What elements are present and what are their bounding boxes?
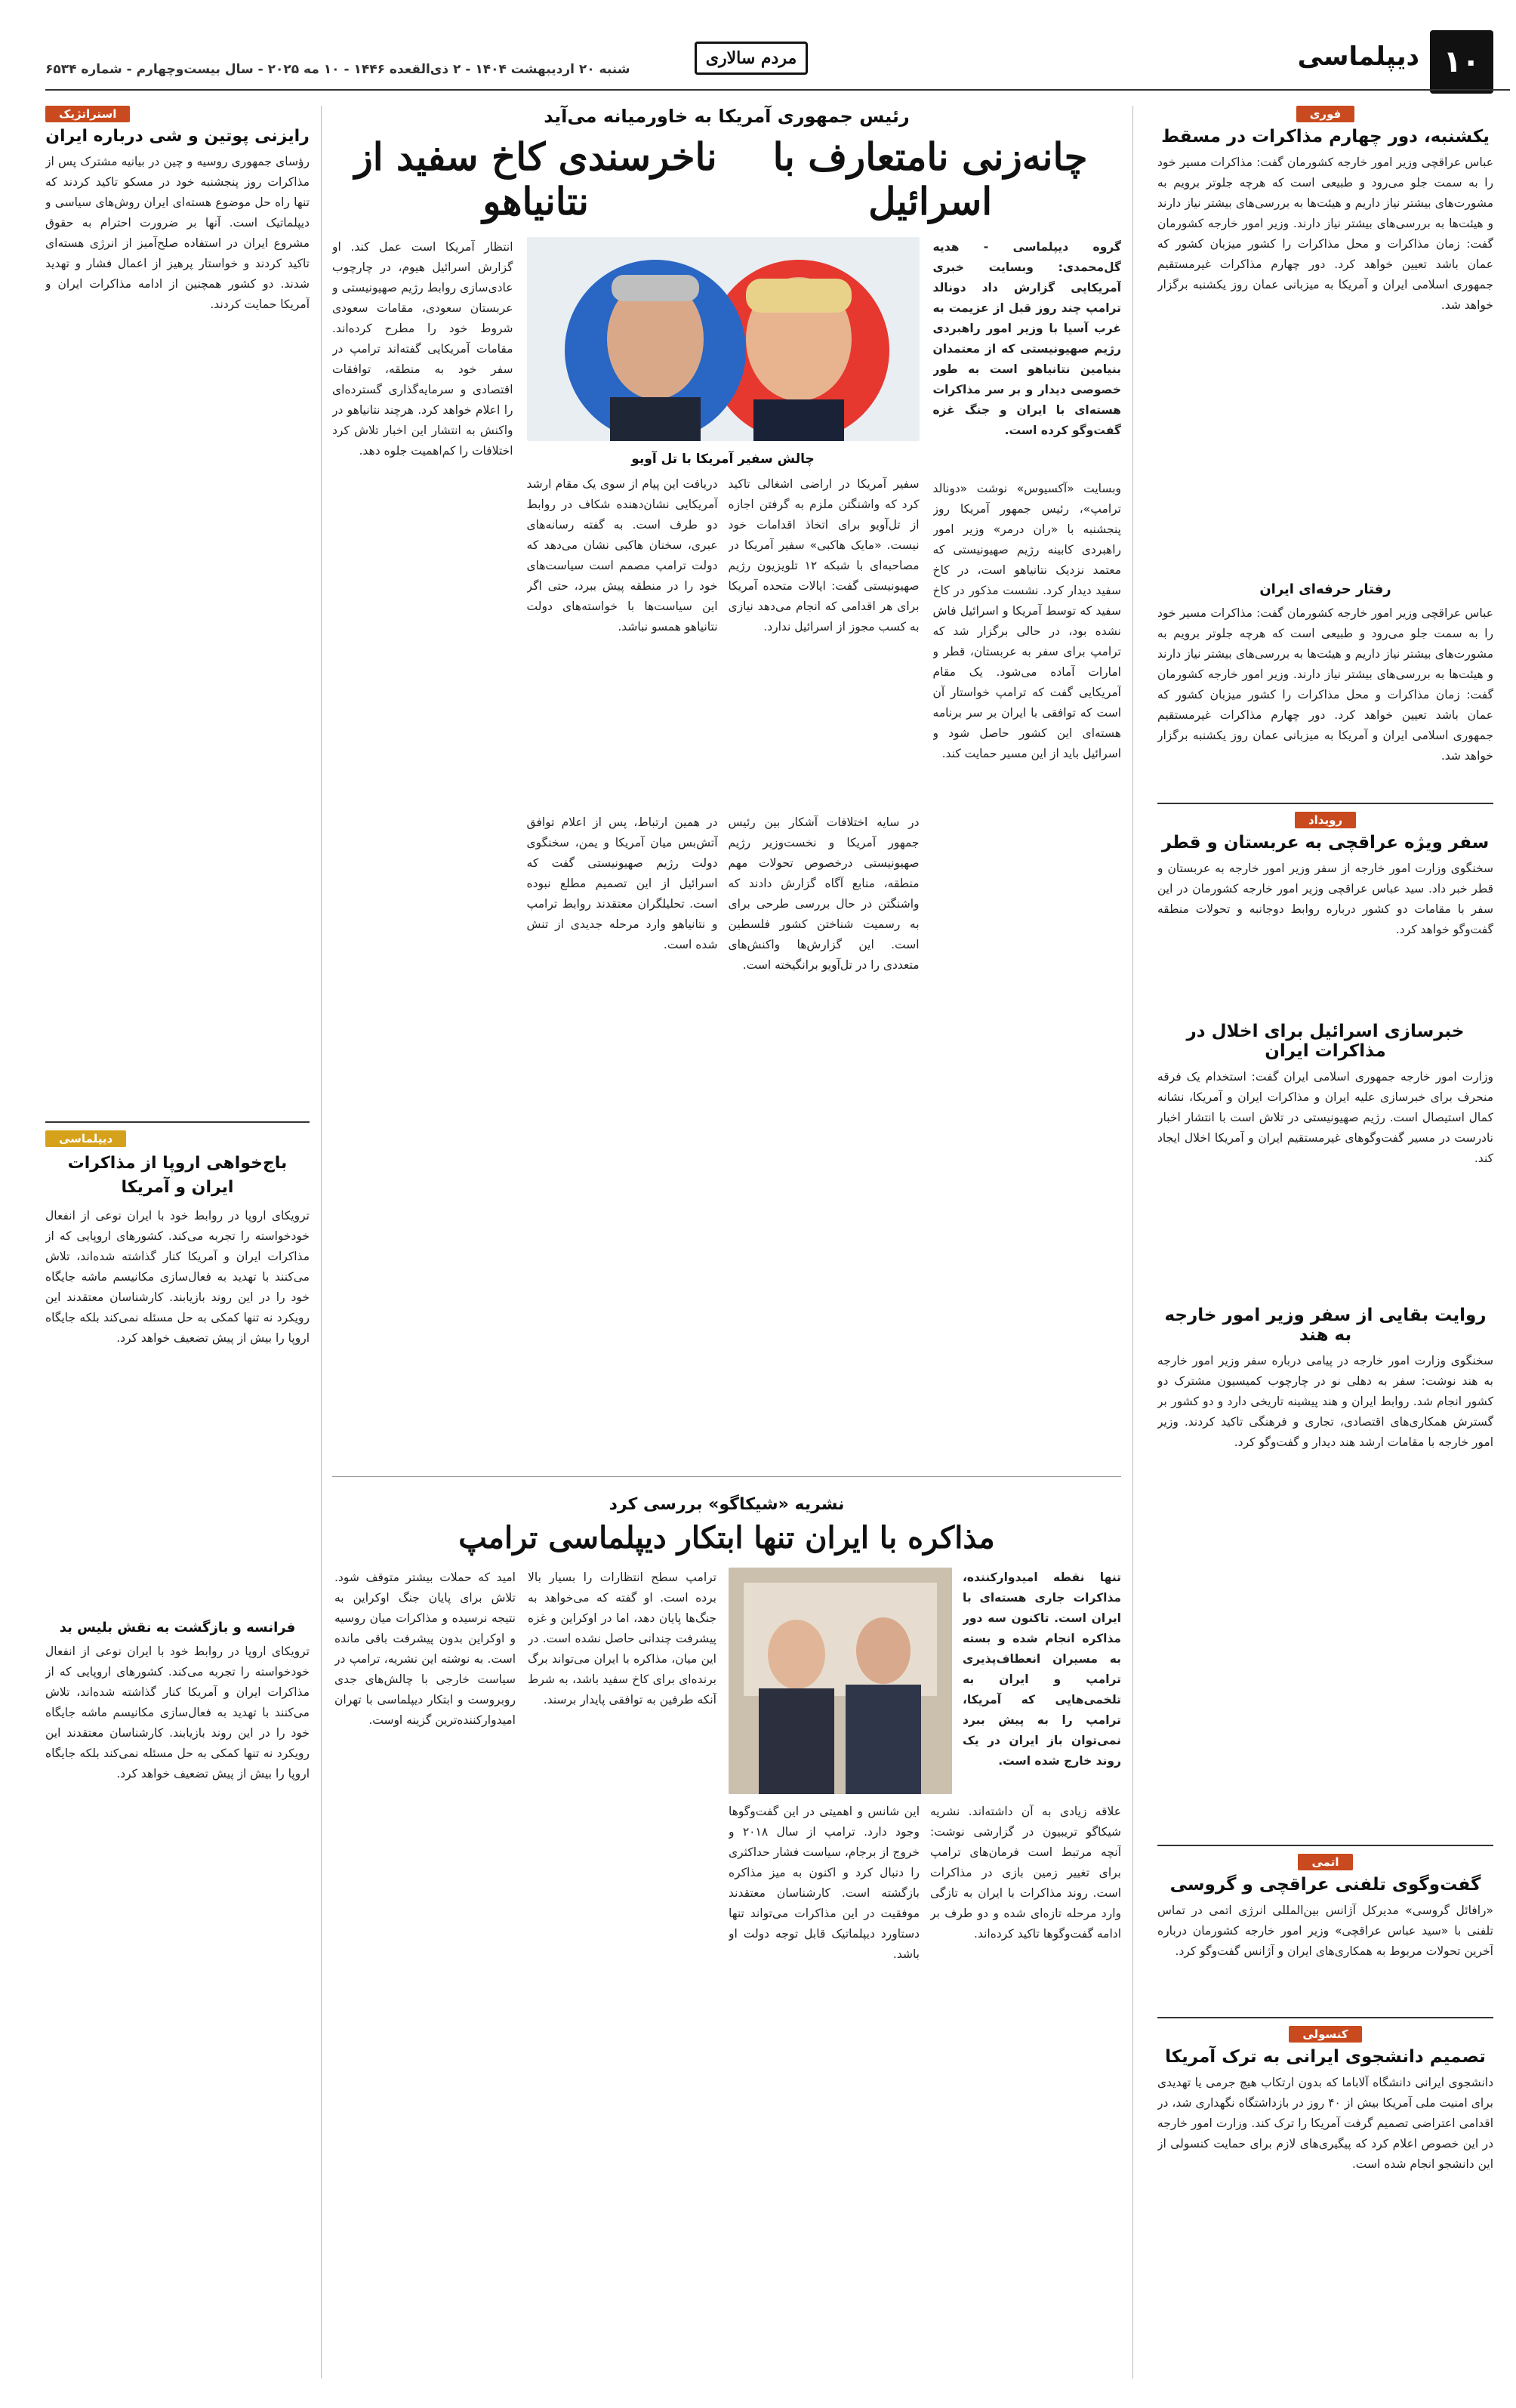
news-body: عباس عراقچی وزیر امور خارجه کشورمان گفت: مذاکرات مسیر خود را به سمت جلو می‌رود و طبیعی است که هرچه جلوتر برویم به مشورت‌های بیشتر نیاز داریم و هیئت‌ها به بررسی‌های بیشتر نیاز دارند و هیئت‌ها به بررسی‌های بیشتر نیاز دارند. وزیر امور خارجه کشورمان گفت: زمان مذاکرات و محل مذاکرات را کشور میزبان کشور که عمان باشد تعیین خواهد کرد. دور چهارم مذاکرات غیرمستقیم جمهوری اسلامی ایران و آمریکا به میزبانی عمان روز یکشنبه برگزار خواهد شد. [1157,156,1493,312]
middle-column-2: این شانس و اهمیتی در این گفت‌وگوها وجود دارد. ترامپ از سال ۲۰۱۸ و خروج از برجام، سیاست فشار حداکثری را دنبال کرد و اکنون به میز مذاکره بازگشته است. کارشناسان معتقدند موفقیت در این مذاکرات می‌تواند تنها دستاورد دیپلماتیک قابل توجه دولت او باشد. [729,1805,920,1961]
news-title: تصمیم دانشجوی ایرانی به ترک آمریکا [1165,2047,1486,2067]
news-title: رایزنی پوتین و شی درباره ایران [45,127,310,146]
lead-story [332,106,1121,1465]
sub-column-3: در سایه اختلافات آشکار بین رئیس جمهور آمریکا و نخست‌وزیر رژیم صهیونیستی درخصوص تحولات مهم منطقه، منابع آگاه گزارش دادند که واشنگتن در حال بررسی طرحی برای به رسمیت شناختن کشور فلسطین است. این گزارش‌ها واکنش‌های متعددی را در تل‌آویو برانگیخته است. [728,816,920,972]
news-title: یکشنبه، دور چهارم مذاکرات در مسقط [1161,127,1490,146]
lead-subhead: چالش سفیر آمریکا با تل آویو [631,452,815,467]
page-header [0,0,1516,91]
lead-column-4: انتظار آمریکا است عمل کند. او گزارش اسرائیل هیوم، در چارچوب عادی‌سازی روابط رژیم صهیونیستی و عربستان سعودی، مقامات سعودی شروط خود را مطرح کرده‌اند. مقامات آمریکایی گفته‌اند ترامپ در سفر خود به منطقه، توافقات اقتصادی و سرمایه‌گذاری گسترده‌ای را اعلام خواهد کرد. هرچند نتانیاهو در واکنش به انتشار این اخبار تلاش کرد اختلافات را کم‌اهمیت جلوه دهد. [332,240,513,458]
two-diplomats-illustration [729,1568,952,1794]
news-body-continued: عباس عراقچی وزیر امور خارجه کشورمان گفت: مذاکرات مسیر خود را به سمت جلو می‌رود و طبیعی است که هرچه جلوتر برویم به مشورت‌های بیشتر نیاز داریم و هیئت‌ها به بررسی‌های بیشتر نیاز دارند و هیئت‌ها به بررسی‌های بیشتر نیاز دارند. وزیر امور خارجه کشورمان گفت: زمان مذاکرات و محل مذاکرات را کشور میزبان کشور که عمان باشد تعیین خواهد کرد. دور چهارم مذاکرات غیرمستقیم جمهوری اسلامی ایران و آمریکا به میزبانی عمان روز یکشنبه برگزار خواهد شد. [1157,606,1493,763]
middle-kicker: نشریه «شیکاگو» بررسی کرد [609,1495,845,1514]
story-divider [332,1476,1121,1477]
middle-lead: تنها نقطه امیدوارکننده، مذاکرات جاری هسته‌ای با ایران است. تاکنون سه دور مذاکره انجام شده و بسته به مسیران انعطاف‌پذیری ترامپ و ایران به تلخمی‌هایی که آمریکا، ترامپ را به پیش ببرد نمی‌توان باز ایران در یک روند خارج شده است. [963,1571,1121,1768]
news-title: باج‌خواهی اروپا از مذاکرات ایران و آمریکا [67,1154,288,1197]
news-subtitle: رفتار حرفه‌ای ایران [1259,581,1391,597]
header-rule [45,89,1510,91]
category-tag: رویداد [1295,812,1356,828]
middle-headline: مذاکره با ایران تنها ابتکار دیپلماسی ترامپ [458,1520,995,1555]
right-column [1157,106,1493,2408]
page-number: ۱۰ [1430,30,1493,94]
lead-headline-right: چانه‌زنی نامتعارف با اسرائیل [772,134,1088,224]
middle-column-3: ترامپ سطح انتظارات را بسیار بالا برده است. او گفته که می‌خواهد به جنگ‌ها پایان دهد، اما در اوکراین و غزه پیشرفت چندانی حاصل نشده است. در این میان، مذاکره با ایران می‌تواند برگ برنده‌ای برای کاخ سفید باشد، به شرط آنکه طرفین به توافقی پایدار برسند. [528,1571,716,1707]
middle-column-1: علاقه زیادی به آن داشته‌اند. نشریه شیکاگو تریبیون در گزارشی نوشت: آنچه مرتبط است فرمان‌های ترامپ برای تغییر زمین بازی در مذاکرات است. روند مذاکرات با ایران به تازگی وارد مرحله تازه‌ای شده و دو طرف بر ادامه گفت‌وگوها تاکید کرده‌اند. [930,1805,1121,1941]
sub-column-4: در همین ارتباط، پس از اعلام توافق آتش‌بس میان آمریکا و یمن، سخنگوی دولت رژیم صهیونیستی گفت که اسرائیل از این تصمیم مطلع نبوده است. تحلیلگران معتقدند روابط ترامپ و نتانیاهو وارد مرحله جدیدی از تنش شده است. [526,816,718,951]
news-body: «رافائل گروسی» مدیرکل آژانس بین‌المللی انرژی اتمی در تماس تلفنی با «سید عباس عراقچی» وزیر امور خارجه کشورمان درباره آخرین تحولات مربوط به همکاری‌های ایران و آژانس گفت‌وگو کرد. [1157,1904,1493,1958]
middle-photo [729,1568,952,1794]
lead-kicker: رئیس جمهوری آمریکا به خاورمیانه می‌آید [544,106,910,127]
news-body-continued: ترویکای اروپا در روابط خود با ایران نوعی از انفعال خودخواسته را تجربه می‌کند. کشورهای اروپایی که از مذاکرات ایران و آمریکا کنار گذاشته شده‌اند، تلاش می‌کنند با تهدید به فعال‌سازی مکانیسم ماشه جایگاه خود را در این روند بازیابند. کارشناسان معتقدند این رویکرد نه تنها کمکی به حل مسئله نمی‌کند بلکه جایگاه اروپا را بیش از پیش تضعیف خواهد کرد. [45,1645,310,1781]
news-subtitle: فرانسه و بازگشت به نقش بلیس بد [59,1620,296,1636]
section-title: دیپلماسی [1297,42,1419,72]
news-title: سفر ویژه عراقچی به عربستان و قطر [1161,833,1490,853]
category-tag: دیپلماسی [45,1130,126,1147]
lead-intro: گروه دیپلماسی - هدیه گل‌محمدی: وبسایت خبری آمریکایی گزارش داد دونالد ترامپ چند روز قبل از عزیمت به غرب آسیا با وزیر امور راهبردی رژیم صهیونیستی که از معتمدان بنیامین نتانیاهو است به طور خصوصی دیدار و بر سر مذاکرات هسته‌ای با ایران و جنگ غزه گفت‌وگو کرده است. [932,240,1121,437]
category-tag: استراتژیک [45,106,130,122]
middle-column-4: امید که حملات بیشتر متوقف شود. تلاش برای پایان جنگ اوکراین به نتیجه نرسیده و مذاکرات میان روسیه و اوکراین بدون پیشرفت باقی مانده است. به نوشته این نشریه، ترامپ در سیاست خارجی با چالش‌های جدی روبروست و ابتکار دیپلماسی با تهران امیدوارکننده‌ترین گزینه اوست. [334,1571,516,1727]
category-tag: اتمی [1298,1854,1352,1870]
leaders-portrait-illustration [527,237,920,441]
middle-story [332,1495,1121,2386]
left-column [45,106,310,2291]
sub-column-2: دریافت این پیام از سوی یک مقام ارشد آمریکایی نشان‌دهنده شکاف در روابط دو طرف است. به گفته رسانه‌های عبری، سخنان هاکبی نشان می‌دهد که دولت ترامپ مصمم است سیاست‌های خود را در منطقه پیش ببرد، حتی اگر این سیاست‌ها با خواسته‌های دولت نتانیاهو همسو نباشد. [526,477,718,634]
column-divider [321,106,322,2379]
news-body: وزارت امور خارجه جمهوری اسلامی ایران گفت: استخدام یک فرقه منحرف برای خبرسازی علیه ایران و مذاکرات ایران و آمریکا، نشانه کمال استیصال است. رژیم صهیونیستی در تلاش است با انتشار اخبار نادرست در مسیر گفت‌وگوهای غیرمستقیم ایران و آمریکا اخلال ایجاد کند. [1157,1070,1493,1165]
news-title: گفت‌وگوی تلفنی عراقچی و گروسی [1169,1875,1481,1895]
category-tag: فوری [1296,106,1355,122]
news-body: رؤسای جمهوری روسیه و چین در بیانیه مشترک پس از مذاکرات روز پنجشنبه خود در مسکو تاکید کردند که تنها راه حل موضوع هسته‌ای ایران روش‌های سیاسی و دیپلماتیک است. آنها بر ضرورت احترام به حقوق مشروع ایران در استفاده صلح‌آمیز از انرژی هسته‌ای تاکید کردند و خواستار پرهیز از اعمال فشار و تهدید شدند. دو کشور همچنین از ادامه مذاکرات ایران و آمریکا حمایت کردند. [45,155,310,311]
news-body: ترویکای اروپا در روابط خود با ایران نوعی از انفعال خودخواسته را تجربه می‌کند. کشورهای اروپایی که از مذاکرات ایران و آمریکا کنار گذاشته شده‌اند، تلاش می‌کنند با تهدید به فعال‌سازی مکانیسم ماشه جایگاه خود را در این روند بازیابند. کارشناسان معتقدند این رویکرد نه تنها کمکی به حل مسئله نمی‌کند بلکه جایگاه اروپا را بیش از پیش تضعیف خواهد کرد. [45,1209,310,1345]
dateline: شنبه ۲۰ اردیبهشت ۱۴۰۴ - ۲ ذی‌القعده ۱۴۴۶ - ۱۰ مه ۲۰۲۵ - سال بیست‌وچهارم - شماره ۶۵۳۴ [45,62,630,77]
category-tag: کنسولی [1289,2026,1361,2043]
news-body: دانشجوی ایرانی دانشگاه آلاباما که بدون ارتکاب هیچ جرمی یا تهدیدی برای امنیت ملی آمریکا بیش از ۴۰ روز در بازداشتگاه نگهداری شد، در اقدامی اعتراضی تصمیم گرفت آمریکا را ترک کند. وزارت امور خارجه در این خصوص اعلام کرد که پیگیری‌های لازم برای حمایت کنسولی از این دانشجو انجام شده است. [1157,2076,1493,2171]
news-body: سخنگوی وزارت امور خارجه از سفر وزیر امور خارجه به عربستان و قطر خبر داد. سید عباس عراقچی وزیر امور خارجه کشورمان در این سفر با مقامات دو کشور درباره روابط دوجانبه و تحولات منطقه گفت‌وگو خواهد کرد. [1157,862,1493,936]
column-divider [1132,106,1133,2379]
news-title: خبرسازی اسرائیل برای اخلال در مذاکرات ایران [1186,1022,1465,1061]
lead-headline-left: ناخرسندی کاخ سفید از نتانیاهو [354,134,717,224]
masthead-logo: مردم سالاری [695,42,808,75]
lead-column-1: وبسایت «آکسیوس» نوشت «دونالد ترامپ»، رئیس جمهور آمریکا روز پنجشنبه با «ران درمر» وزیر امور راهبردی کابینه رژیم صهیونیستی که معتمد نزدیک نتانیاهو است، در کاخ سفید دیدار کرد. نشست مذکور در کاخ سفید که توسط آمریکا و اسرائیل فاش نشده بود، در حالی برگزار شد که ترامپ برای سفر به عربستان، قطر و امارات آماده می‌شود. یک مقام آمریکایی گفت که ترامپ خواستار آن است که توافقی با ایران بر سر برنامه هسته‌ای این کشور حاصل شود و اسرائیل باید از این مسیر حمایت کند. [932,482,1121,760]
lead-photo [527,237,920,441]
news-body: سخنگوی وزارت امور خارجه در پیامی درباره سفر وزیر امور خارجه به هند نوشت: سفر به دهلی نو در چارچوب کمیسیون مشترک دو کشور انجام شد. روابط ایران و هند پیشینه تاریخی دارد و دو کشور بر گسترش همکاری‌های اقتصادی، تجاری و فرهنگی تاکید کردند. وزیر امور خارجه با مقامات ارشد هند دیدار و گفت‌وگو کرد. [1157,1354,1493,1449]
sub-column-1: سفیر آمریکا در اراضی اشغالی تاکید کرد که واشنگتن ملزم به گرفتن اجازه از تل‌آویو برای اتخاذ اقدامات خود نیست. «مایک هاکبی» سفیر آمریکا در مصاحبه‌ای با شبکه ۱۲ تلویزیون رژیم صهیونیستی گفت: ایالات متحده آمریکا برای هر اقدامی که انجام می‌دهد نیازی به کسب مجوز از اسرائیل ندارد. [728,477,920,634]
news-title: روایت بقایی از سفر وزیر امور خارجه به هند [1164,1306,1487,1345]
